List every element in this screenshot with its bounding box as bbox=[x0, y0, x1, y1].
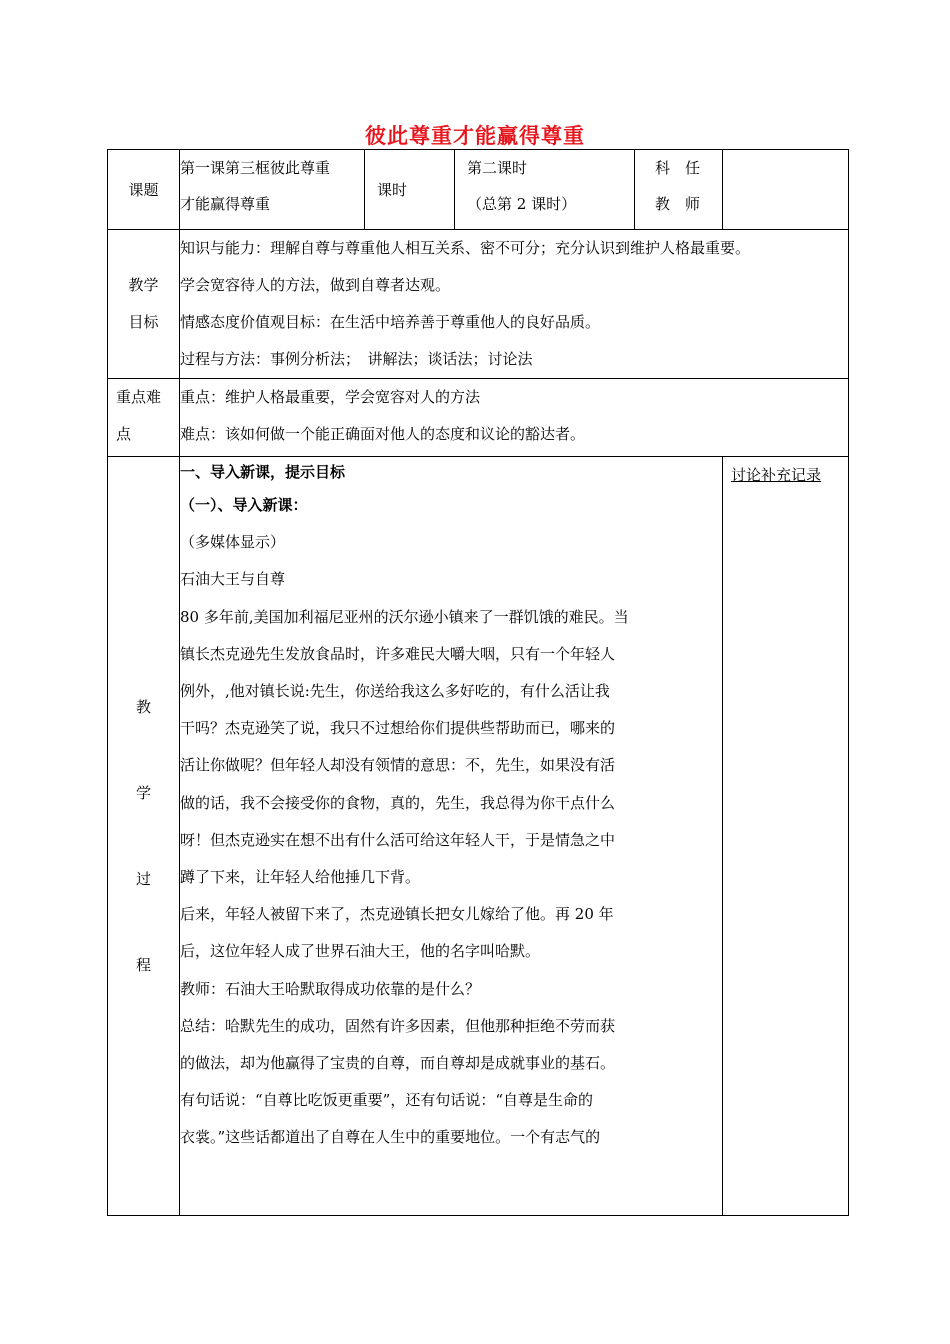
objective-line: 过程与方法：事例分析法； 讲解法；谈话法；讨论法 bbox=[180, 350, 533, 368]
body-line: 后，这位年轻人成了世界石油大王，他的名字叫哈默。 bbox=[180, 942, 541, 961]
notes-column bbox=[723, 457, 849, 1216]
topic-value-line-1: 第一课第三框彼此尊重 bbox=[180, 159, 331, 177]
process-label-char-4: 程 bbox=[135, 956, 151, 974]
body-line: 活让你做呢？但年轻人却没有领情的意思：不，先生，如果没有活 bbox=[180, 756, 616, 775]
body-line: 呀！但杰克逊实在想不出有什么活可给这年轻人干，于是情急之中 bbox=[180, 830, 616, 849]
objectives-label bbox=[108, 230, 180, 379]
body-line: 干吗？杰克逊笑了说，我只不过想给你们提供些帮助而已，哪来的 bbox=[180, 719, 616, 738]
body-line: 有句话说：“自尊比吃饭更重要”，还有句话说：“自尊是生命的 bbox=[180, 1091, 594, 1110]
body-line: 80 多年前,美国加利福尼亚州的沃尔逊小镇来了一群饥饿的难民。当 bbox=[180, 607, 629, 626]
teacher-value bbox=[723, 150, 849, 230]
process-label bbox=[108, 457, 180, 1216]
period-value bbox=[455, 150, 635, 230]
subsection-heading: （一）、导入新课： bbox=[180, 496, 308, 514]
document-title: 彼此尊重才能赢得尊重 bbox=[365, 123, 585, 148]
objective-line: 知识与能力：理解自尊与尊重他人相互关系、密不可分；充分认识到维护人格最重要。 bbox=[180, 239, 751, 257]
key-points-content bbox=[180, 379, 849, 457]
period-label: 课时 bbox=[365, 150, 455, 230]
body-line: 总结：哈默先生的成功，固然有许多因素，但他那种拒绝不劳而获 bbox=[180, 1016, 616, 1035]
objectives-row bbox=[108, 230, 849, 379]
objectives-label-line-1: 教学 bbox=[128, 276, 159, 294]
lesson-plan-table bbox=[107, 149, 849, 1216]
body-line: 后来，年轻人被留下来了，杰克逊镇长把女儿嫁给了他。再 20 年 bbox=[180, 905, 614, 924]
notes-heading: 讨论补充记录 bbox=[731, 466, 822, 484]
teacher-label-line-2: 教 师 bbox=[655, 195, 701, 213]
header-row bbox=[108, 150, 849, 230]
process-label-char-2: 学 bbox=[135, 784, 151, 802]
objectives-label-line-2: 目标 bbox=[128, 313, 159, 331]
body-line: 做的话，我不会接受你的食物，真的，先生，我总得为你干点什么 bbox=[180, 793, 616, 812]
body-line: 石油大王与自尊 bbox=[180, 570, 286, 589]
key-points-label-line-2: 点 bbox=[116, 425, 132, 443]
body-line: 衣裳。”这些话都道出了自尊在人生中的重要地位。一个有志气的 bbox=[180, 1128, 601, 1147]
process-label-char-3: 过 bbox=[135, 870, 151, 888]
process-row bbox=[108, 457, 849, 1216]
teacher-label-line-1: 科 任 bbox=[655, 159, 701, 177]
topic-value bbox=[180, 150, 365, 230]
body-line: 镇长杰克逊先生发放食品时，许多难民大嚼大咽，只有一个年轻人 bbox=[180, 644, 616, 663]
key-point-line: 重点：维护人格最重要，学会宽容对人的方法 bbox=[180, 388, 481, 406]
key-points-label bbox=[108, 379, 180, 457]
objective-line: 情感态度价值观目标：在生活中培养善于尊重他人的良好品质。 bbox=[180, 313, 601, 331]
section-heading: 一、导入新课，提示目标 bbox=[180, 463, 346, 481]
process-content bbox=[180, 457, 723, 1216]
period-value-line-1: 第二课时 bbox=[467, 159, 528, 177]
body-line: 蹲了下来，让年轻人给他捶几下背。 bbox=[180, 868, 421, 887]
body-line: 教师：石油大王哈默取得成功依靠的是什么？ bbox=[180, 979, 481, 998]
topic-label: 课题 bbox=[108, 150, 180, 230]
key-point-line: 难点：该如何做一个能正确面对他人的态度和议论的豁达者。 bbox=[180, 425, 586, 443]
objective-line: 学会宽容待人的方法，做到自尊者达观。 bbox=[180, 276, 451, 294]
objectives-content bbox=[180, 230, 849, 379]
period-value-line-2: （总第 2 课时） bbox=[467, 195, 577, 213]
process-label-char-1: 教 bbox=[135, 698, 151, 716]
key-points-label-line-1: 重点难 bbox=[116, 388, 162, 406]
body-line: 例外，,他对镇长说:先生，你送给我这么多好吃的，有什么活让我 bbox=[180, 682, 610, 701]
body-line: （多媒体显示） bbox=[180, 533, 286, 552]
topic-value-line-2: 才能赢得尊重 bbox=[180, 195, 271, 213]
body-line: 的做法，却为他赢得了宝贵的自尊，而自尊却是成就事业的基石。 bbox=[180, 1054, 616, 1073]
key-points-row bbox=[108, 379, 849, 457]
teacher-label bbox=[635, 150, 723, 230]
